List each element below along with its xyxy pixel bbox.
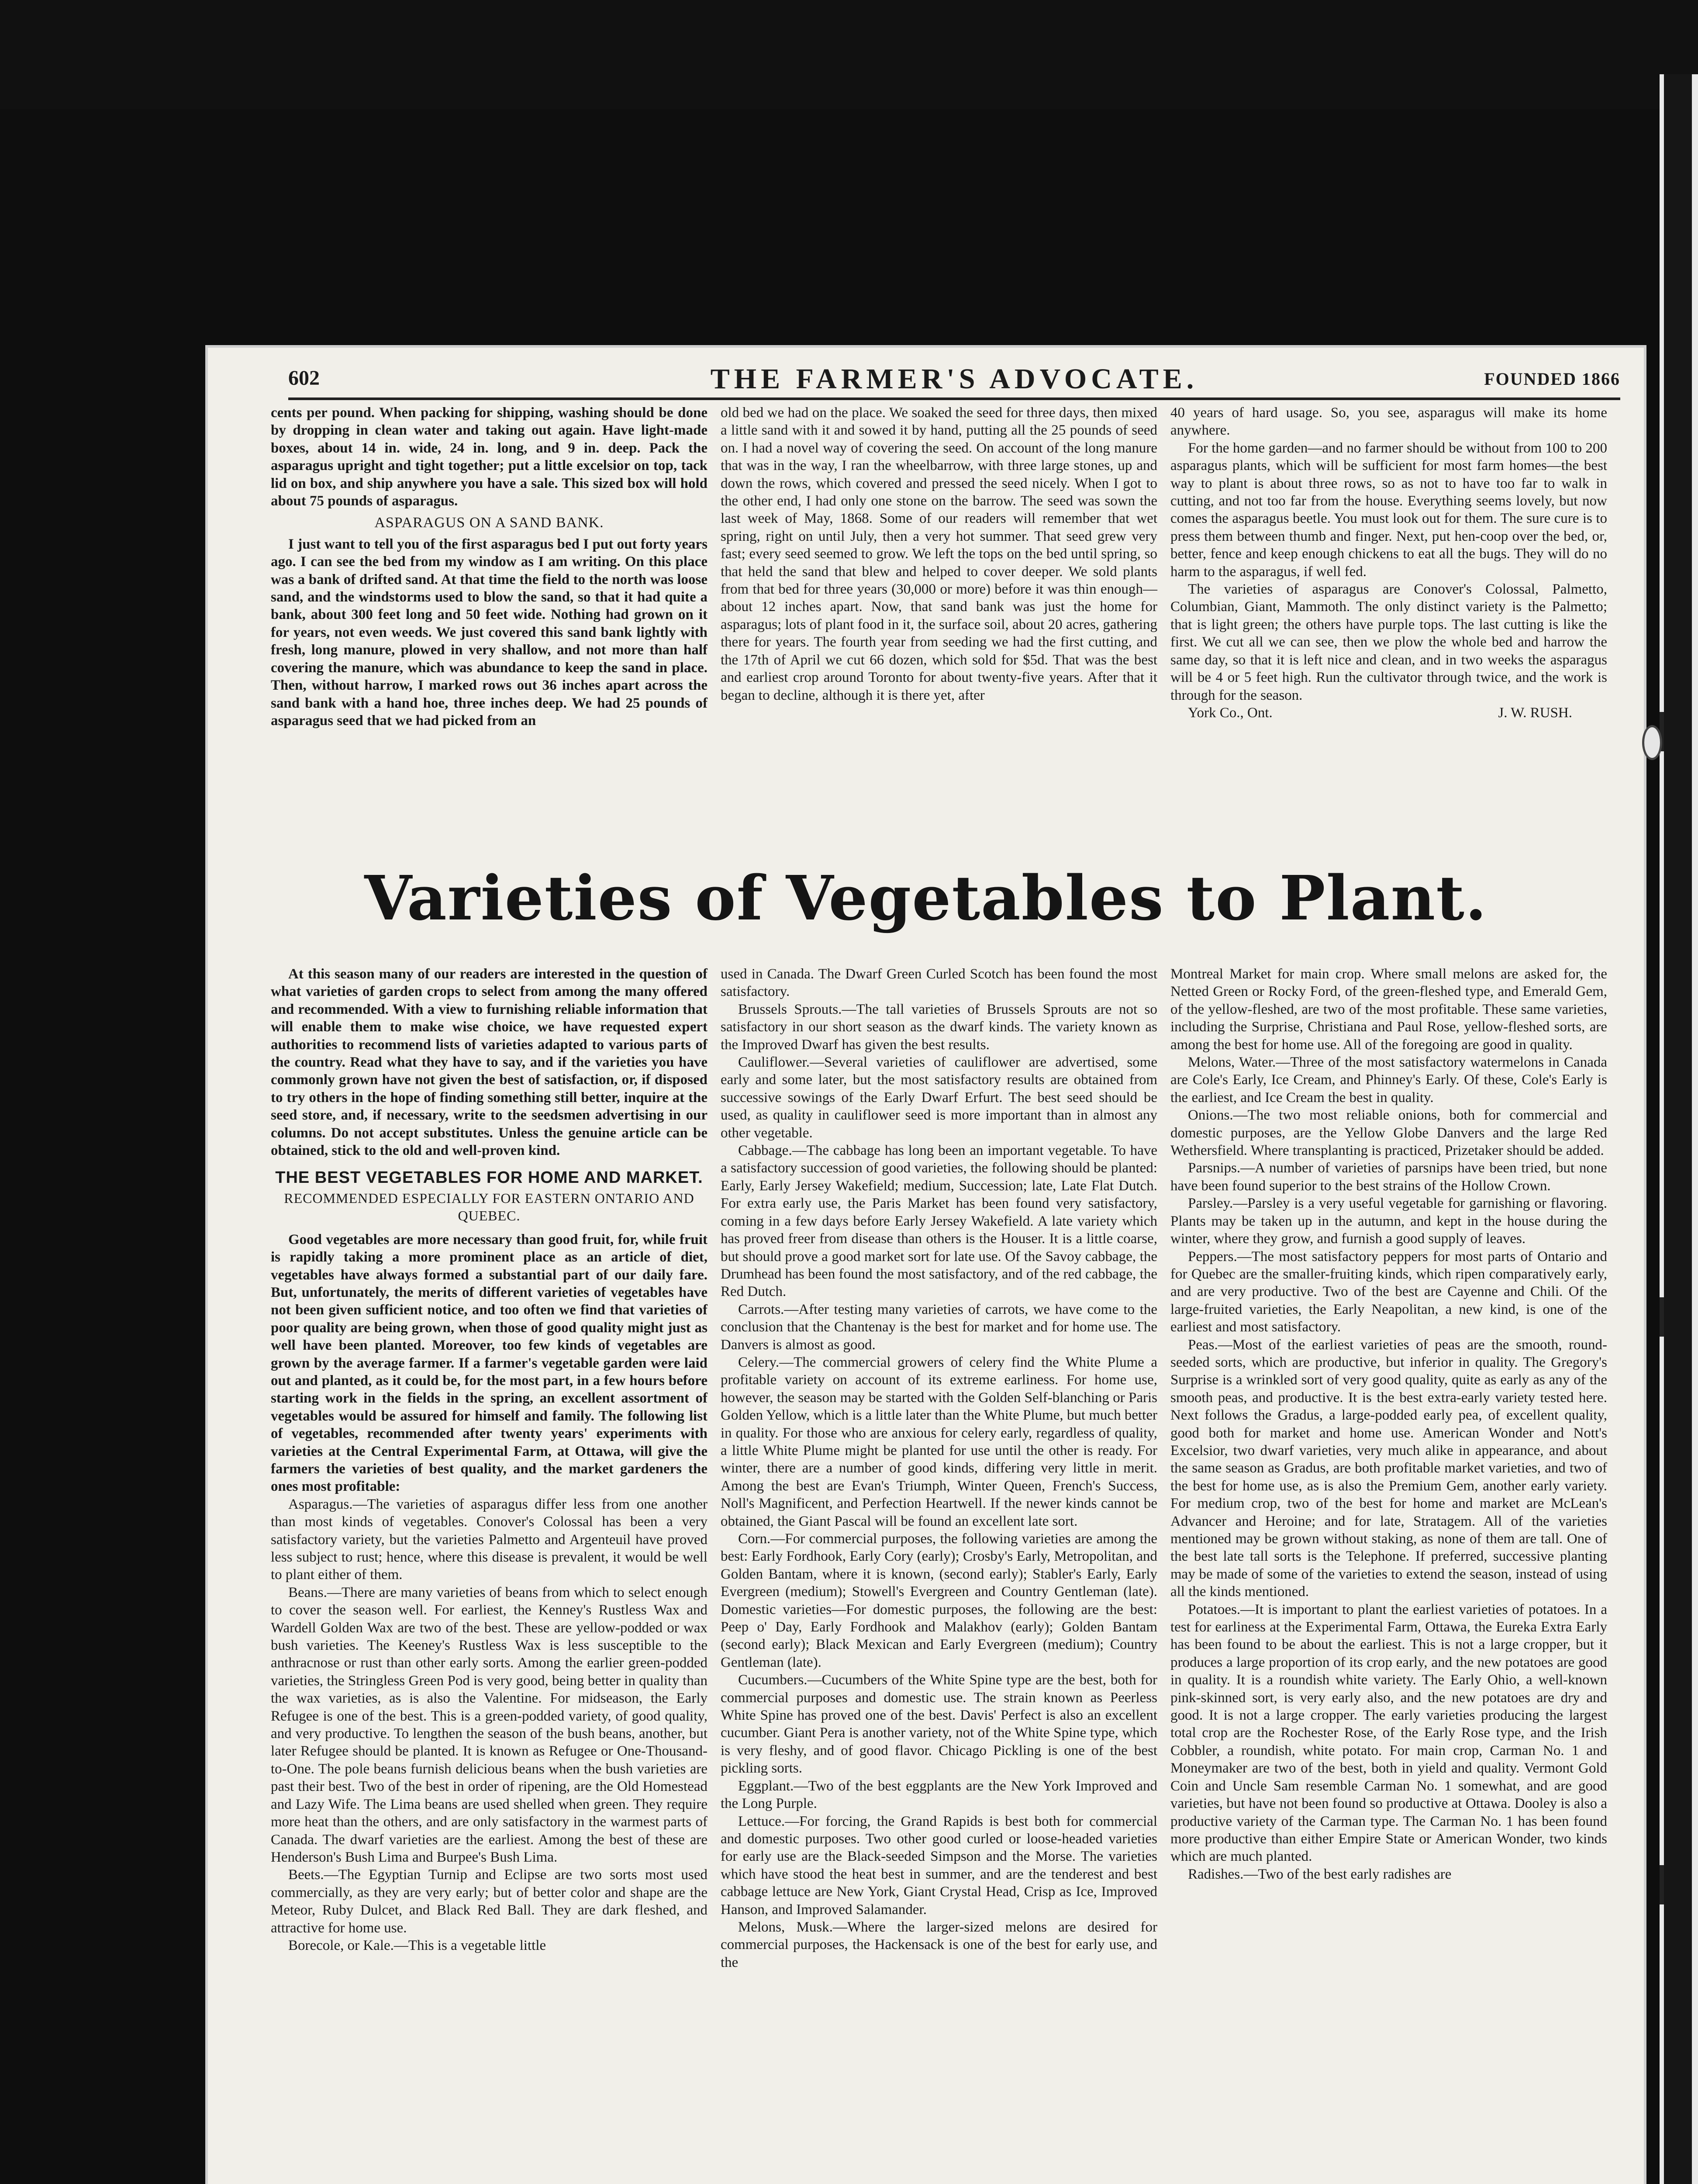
corn-entry: Corn.—For commercial purposes, the following varieties are among the best: Early Fordhook, Early Cory (early); Crosby's Early, Metropolitan, and Golden Bantam, where it is known, (second early); Stabler's Early, Early Evergreen (medium); Stowell's Evergreen and Country Gentleman (late). Domestic varieties—For domestic purposes, the following are the best: Peep o' Day, Early Fordhook and Malakhov (early); Golden Bantam (second early); Black Mexican and Early Evergreen (medium); Country Gentleman (late). xyxy=(721,1531,1157,1670)
brussels-sprouts-entry: Brussels Sprouts.—The tall varieties of Brussels Sprouts are not so satisfactory in our short season as the dwarf kinds. The variety known as the Improved Dwarf has given the best results. xyxy=(721,1001,1157,1053)
newspaper-page xyxy=(205,345,1646,2184)
adjacent-page-edge xyxy=(1660,74,1698,2184)
bottom-column-3 xyxy=(1170,965,1607,1883)
eggplant-entry: Eggplant.—Two of the best eggplants are the New York Improved and the Long Purple. xyxy=(721,1778,1157,1812)
potatoes-entry: Potatoes.—It is important to plant the earliest varieties of potatoes. In a test for earliness at the Experimental Farm, Ottawa, the Eureka Extra Early has been found to be about the earliest. This is not a large cropper, but it produces a large proportion of its crop early, and the new potatoes are good in quality. It is a roundish white variety. The Early Ohio, a well-known pink-skinned sort, is very early also, and the new potatoes are dry and good. It is not a large cropper. The early varieties producing the largest total crop are the Rochester Rose, of the Early Rose type, and the Irish Cobbler, a roundish, white potato. For main crop, Carman No. 1 and Moneymaker are two of the best, both in yield and quality. Vermont Gold Coin and Uncle Sam resemble Carman No. 1 somewhat, and are good varieties, but have not been found so productive at Ottawa. Dooley is also a productive variety of the Carman type. The Carman No. 1 has been found more productive than either Empire State or American Wonder, two kinds which are much planted. xyxy=(1170,1601,1607,1865)
bottom-column-1 xyxy=(271,965,708,1954)
packing-paragraph: cents per pound. When packing for shipping, washing should be done by dropping in clean water and taking out again. Have light-made boxes, about 14 in. wide, 24 in. long, and 9 in. deep. Pack the asparagus upright and tight together; put a little excelsior on top, tack lid on box, and ship anywhere you have a sale. This sized box will hold about 75 pounds of asparagus. xyxy=(271,405,708,509)
founded-year: FOUNDED 1866 xyxy=(1484,369,1620,389)
cucumbers-entry: Cucumbers.—Cucumbers of the White Spine type are the best, both for commercial purposes and domestic use. The strain known as Peerless White Spine has proved one of the best. Davis' Perfect is also an excellent cucumber. Giant Pera is another variety, not of the White Spine type, which is very fleshy, and of good flavor. Chicago Pickling is one of the best pickling sorts. xyxy=(721,1672,1157,1776)
radishes-entry: Radishes.—Two of the best early radishes are xyxy=(1188,1866,1452,1882)
publication-title: THE FARMER'S ADVOCATE. xyxy=(710,363,1198,395)
muskmelon-entry: Melons, Musk.—Where the larger-sized melons are desired for commercial purposes, the Hackensack is one of the best for early use, and the xyxy=(721,1919,1157,1970)
top-column-2 xyxy=(721,404,1157,704)
home-garden-paragraph: For the home garden—and no farmer should be without from 100 to 200 asparagus plants, which will be sufficient for most farm homes—the best way to plant is about three rows, so as not to have too far to walk in cutting, and not too far from the house. Everything seems lovely, but now comes the asparagus beetle. You must look out for them. The sure cure is to press them between thumb and finger. Next, put hen-coop over the bed, or, better, fence and keep enough chickens to eat all the bugs. They will do no harm to the asparagus, if well fed. xyxy=(1170,440,1607,580)
good-vegetables-paragraph: Good vegetables are more necessary than good fruit, for, while fruit is rapidly taking a more prominent place as an article of diet, vegetables have always formed a substantial part of our daily fare. But, unfortunately, the merits of different varieties of vegetables have not been given sufficient notice, and too often we find that varieties of poor quality are being grown, when those of good quality might just as well have been planted. Moreover, too few kinds of vegetables are grown by the average farmer. If a farmer's vegetable garden were laid out and planted, as it could be, for the most part, in a few hours before starting work in the fields in the spring, an excellent assortment of vegetables would be assured for himself and family. The following list of vegetables, recommended after twenty years' experiments with varieties at the Central Experimental Farm, at Ottawa, will give the farmers the varieties of best quality, and the market gardeners the ones most profitable: xyxy=(271,1231,708,1495)
onions-entry: Onions.—The two most reliable onions, both for commercial and domestic purposes, are the Yellow Globe Danvers and the large Red Wethersfield. Where transplanting is practiced, Prizetaker should be added. xyxy=(1170,1107,1607,1159)
main-headline: Varieties of Vegetables to Plant. xyxy=(364,863,1487,934)
peppers-entry: Peppers.—The most satisfactory peppers for most parts of Ontario and for Quebec are the smaller-fruiting kinds, which ripen comparatively early, and are very productive. Two of the best are Cayenne and Chili. Of the large-fruited varieties, the Early Neapolitan, a new kind, is one of the earliest and most satisfactory. xyxy=(1170,1248,1607,1335)
top-column-1 xyxy=(271,404,708,729)
bottom-column-2 xyxy=(721,965,1157,1971)
asparagus-paragraph: I just want to tell you of the first asparagus bed I put out forty years ago. I can see the bed from my window as I am writing. On this place was a bank of drifted sand. At that time the field to the north was loose sand, and the windstorms used to blow the sand, so that it had quite a bank, about 300 feet long and 50 feet wide. Nothing had grown on it for years, not even weeds. We just covered this sand bank lightly with fresh, long manure, plowed in very shallow, and not more than half covering the manure, which was abundance to keep the sand in place. Then, without harrow, I marked rows out 36 inches apart across the sand bank with a hand hoe, three inches deep. We had 25 pounds of asparagus seed that we had picked from an xyxy=(271,536,708,729)
asparagus-entry: Asparagus.—The varieties of asparagus differ less from one another than most kinds of vegetables. Conover's Colossal has been a very satisfactory variety, but the varieties Palmetto and Argenteuil have proved less subject to rust; hence, where this disease is prevalent, it would be well to plant either of them. xyxy=(271,1496,708,1583)
signature-line xyxy=(1170,704,1607,722)
varieties-paragraph: The varieties of asparagus are Conover's Colossal, Palmetto, Columbian, Giant, Mammoth. The only distinct variety is the Palmetto; that is light green; the others have purple tops. The last cutting is like the first. We cut all we can see, then we plow the whole bed and harrow the same day, so that it is left nice and clean, and in two weeks the asparagus will be 4 or 5 feet high. Run the cultivator through twice, and the work is through for the season. xyxy=(1170,581,1607,703)
asparagus-continued: old bed we had on the place. We soaked the seed for three days, then mixed a little sand with it and sowed it by hand, putting all the 25 pounds of seed on. I had a novel way of covering the seed. On account of the long manure that was in the way, I ran the wheelbarrow, with three large stones, up and down the rows, which covered and pressed the seed nicely. When I got to the other end, I had only one stone on the barrow. The seed was sown the last week of May, 1868. Some of our readers will remember that wet spring, right on until July, then a very hot summer. That seed grew very fast; every seed seemed to grow. We left the tops on the bed until spring, so that held the sand that blew and helped to cover deeper. We sold plants from that bed for three years (30,000 or more) before it was thin enough—about 12 inches apart. Now, that sand bank was just the home for asparagus; lots of plant food in it, the surface soil, about 20 acres, gathering there for years. The fourth year from seeding we had the first cutting, and the 17th of April we cut 66 dozen, which sold for $5d. That was the best and earliest crop around Toronto for about twenty-five years. After that it began to decline, although it is there yet, after xyxy=(721,405,1157,703)
intro-paragraph: At this season many of our readers are interested in the question of what varieties of garden crops to select from among the many offered and recommended. With a view to furnishing reliable information that will enable them to make wise choice, we have requested expert authorities to recommend lists of varieties adapted to various parts of the country. Read what they have to say, and if the varieties you have commonly grown have not given the best of satisfaction, or, if disposed to try others in the hope of finding something still better, inquire at the seed store, and, if necessary, write to the seedsmen advertising in our columns. Do not accept substitutes. Unless the genuine article can be obtained, stick to the old and well-proven kind. xyxy=(271,966,708,1159)
binding-hole xyxy=(1642,725,1662,760)
cauliflower-entry: Cauliflower.—Several varieties of cauliflower are advertised, some early and some later, but the most satisfactory results are obtained from successive sowings of the Early Dwarf Erfurt. The best seed should be used, as quality in cauliflower seed is more important than in almost any other vegetable. xyxy=(721,1054,1157,1141)
muskmelon-continued: Montreal Market for main crop. Where small melons are asked for, the Netted Green or Rocky Ford, of the green-fleshed type, and Emerald Gem, of the yellow-fleshed, are two of the most profitable. These same varieties, including the Surprise, Christiana and Paul Rose, yellow-fleshed sorts, are among the best for home use. All of the foregoing are good in quality. xyxy=(1170,966,1607,1053)
borecole-continued: used in Canada. The Dwarf Green Curled Scotch has been found the most satisfactory. xyxy=(721,966,1157,1000)
section-subheading: RECOMMENDED ESPECIALLY FOR EASTERN ONTARIO AND QUEBEC. xyxy=(284,1190,694,1224)
carrots-entry: Carrots.—After testing many varieties of carrots, we have come to the conclusion that the Chantenay is the best for market and for home use. The Danvers is almost as good. xyxy=(721,1301,1157,1353)
beets-entry: Beets.—The Egyptian Turnip and Eclipse are two sorts most used commercially, as they are very early; but of better color and shape are the Meteor, Ruby Dulcet, and Black Red Ball. They are dark fleshed, and attractive for home use. xyxy=(271,1867,708,1936)
article-heading-asparagus: ASPARAGUS ON A SAND BANK. xyxy=(374,515,604,531)
asparagus-usage: 40 years of hard usage. So, you see, asparagus will make its home anywhere. xyxy=(1170,405,1607,439)
section-heading: THE BEST VEGETABLES FOR HOME AND MARKET. xyxy=(275,1168,703,1187)
page-number: 602 xyxy=(288,366,320,390)
top-column-3 xyxy=(1170,404,1607,722)
lettuce-entry: Lettuce.—For forcing, the Grand Rapids is best both for commercial and domestic purposes. Two other good curled or loose-headed varieties for early use are the Black-seeded Simpson and the Morse. The varieties which have stood the heat best in summer, and are the tenderest and best cabbage lettuce are New York, Giant Crystal Head, Crisp as Ice, Improved Hanson, and Improved Salamander. xyxy=(721,1813,1157,1918)
scan-border-top xyxy=(0,0,1698,109)
beans-entry: Beans.—There are many varieties of beans from which to select enough to cover the season well. For earliest, the Kenney's Rustless Wax and Wardell Golden Wax are two of the best. These are yellow-podded or wax bush varieties. The Keeney's Rustless Wax is less susceptible to the anthracnose or rust than other early sorts. Among the earlier green-podded varieties, the Stringless Green Pod is very good, being better in quality than the wax varieties, as is also the Valentine. For midseason, the Early Refugee is one of the best. This is a green-podded variety, of good quality, and very productive. To lengthen the season of the bush beans, another, but later Refugee should be planted. It is known as Refugee or One-Thousand-to-One. The pole beans furnish delicious beans when the bush varieties are past their best. Two of the best in order of ripening, are the Old Homestead and Lazy Wife. The Lima beans are used shelled when green. They require more heat than the others, and are only satisfactory in the warmest parts of Canada. The dwarf varieties are the earliest. Among the best of these are Henderson's Bush Lima and Burpee's Bush Lima. xyxy=(271,1584,708,1865)
watermelon-entry: Melons, Water.—Three of the most satisfactory watermelons in Canada are Cole's Early, Ice Cream, and Phinney's Early. Of these, Cole's Early is the earliest, and Ice Cream the best in quality. xyxy=(1170,1054,1607,1106)
celery-entry: Celery.—The commercial growers of celery find the White Plume a profitable variety on account of its extreme earliness. For home use, however, the season may be started with the Golden Self-blanching or Paris Golden Yellow, which is a little later than the White Plume, but much better in quality. For those who are anxious for celery early, regardless of quality, a little White Plume might be planted for use until the other is ready. For winter, there are a number of good kinds, differing very little in merit. Among the best are Evan's Triumph, Winter Queen, French's Success, Noll's Magnificent, and Perfection Heartwell. If the newer kinds cannot be obtained, the Giant Pascal will be found an excellent late sort. xyxy=(721,1354,1157,1529)
signature-name: J. W. RUSH. xyxy=(1498,705,1572,721)
masthead xyxy=(288,363,1620,400)
borecole-entry: Borecole, or Kale.—This is a vegetable little xyxy=(288,1937,546,1953)
parsnips-entry: Parsnips.—A number of varieties of parsnips have been tried, but none have been found superior to the best strains of the Hollow Crown. xyxy=(1170,1160,1607,1194)
parsley-entry: Parsley.—Parsley is a very useful vegetable for garnishing or flavoring. Plants may be taken up in the autumn, and kept in the house during the winter, where they grow, and furnish a good supply of leaves. xyxy=(1170,1196,1607,1247)
peas-entry: Peas.—Most of the earliest varieties of peas are the smooth, round-seeded sorts, which are productive, but inferior in quality. The Gregory's Surprise is a wrinkled sort of very good quality, quite as early as any of the smooth peas, and productive. It is the best extra-early variety tested here. Next follows the Gradus, a large-podded early pea, of excellent quality, good both for market and home use. American Wonder and Nott's Excelsior, two dwarf varieties, very much alike in appearance, and about the same season as Gradus, are both profitable market varieties, and two of the best for home use, as is also the Premium Gem, another early variety. For medium crop, two of the best for home and market are McLean's Advancer and Heroine; and for late, Stratagem. All of the varieties mentioned may be grown without staking, as none of them are tall. One of the best late tall sorts is the Telephone. If preferred, successive planting may be made of some of the varieties to extend the season, instead of using all the kinds mentioned. xyxy=(1170,1337,1607,1600)
signature-place: York Co., Ont. xyxy=(1188,705,1273,721)
cabbage-entry: Cabbage.—The cabbage has long been an important vegetable. To have a satisfactory succession of good varieties, the following should be planted: Early, Early Jersey Wakefield; medium, Succession; late, Late Flat Dutch. For extra early use, the Paris Market has been found very satisfactory, coming in a few days before Early Jersey Wakefield. A late variety which has proved freer from disease than others is the Houser. It is a little coarse, but should prove a good market sort for late use. Of the Savoy cabbage, the Drumhead has been found the most satisfactory, and of the red cabbage, the Red Dutch. xyxy=(721,1143,1157,1300)
